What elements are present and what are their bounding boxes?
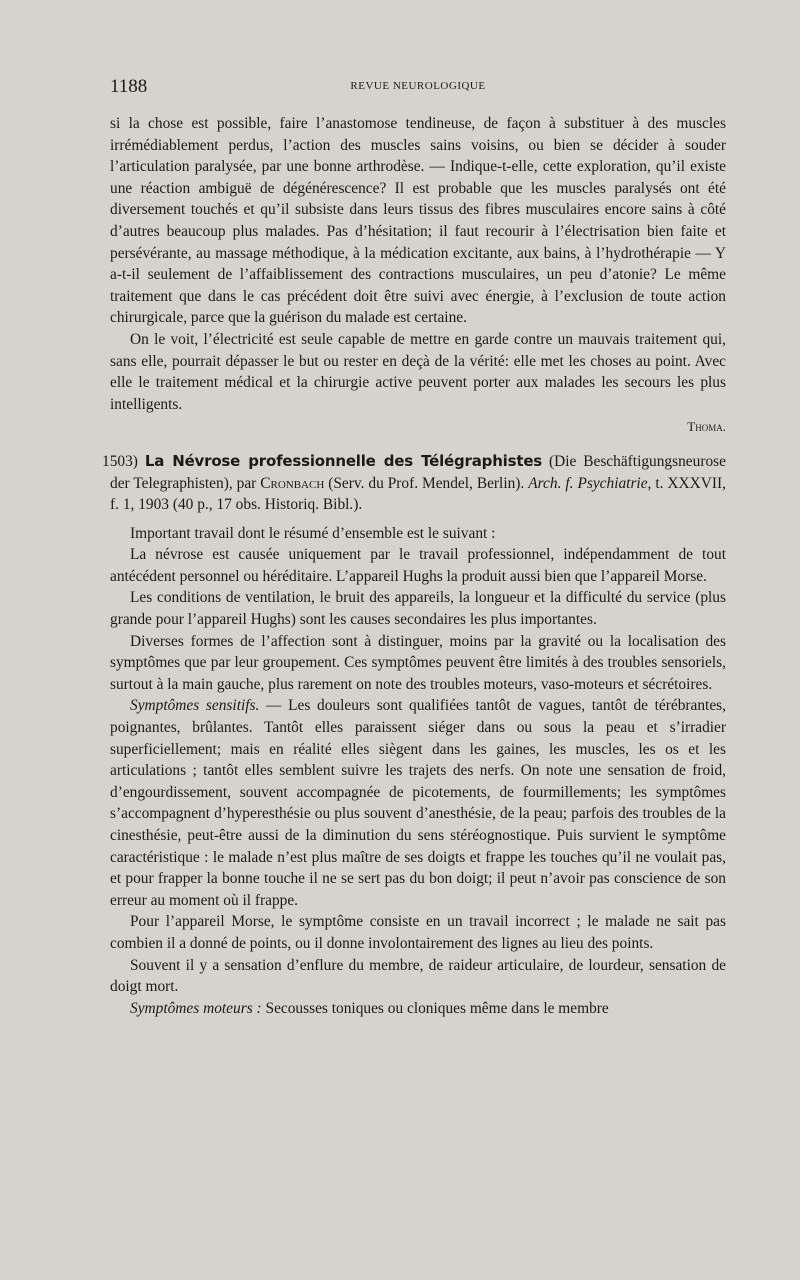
review-title: La Névrose professionnelle des Télégraphistes (144, 451, 543, 470)
motor-symptoms-text: Secousses toniques ou cloniques même dans le membre (261, 999, 609, 1017)
paragraph: Pour l’appareil Morse, le symptôme consiste en un travail incorrect ; le malade ne sait pas combien il a donné de points, ou il donne involontairement des lignes au lieu des points. (110, 913, 726, 952)
original-title: (Die Beschäftigungsneurose der Telegraphisten), par (110, 452, 726, 492)
paragraph: si la chose est possible, faire l’anastomose tendineuse, de façon à substituer à des muscles irrémédiablement perdus, l’action des muscles sains voisins, ou bien se décider à souder l’articulation paralysée, par une bonne arthrodèse. — Indique-t-elle, cette exploration, qu’il existe une réaction ambiguë de dégénérescence? Il est probable que les muscles paralysés ont été diversement touchés et qu’il subsiste dans leurs tissus des fibres musculaires encore sains à côté d’autres beaucoup plus malades. Pas d’hésitation; il faut recourir à l’électrisation bien faite et persévérante, au massage méthodique, à la médication excitante, aux bains, à l’hydrothérapie — Y a-t-il seulement de l’affaiblissement des contractions musculaires, un peu d’atonie? Le même traitement que dans le cas précédent doit être suivi avec énergie, à l’exclusion de toute action chirurgicale, parce que la guérison du malade est certaine. (110, 115, 726, 327)
review-author: Cronbach (260, 474, 325, 492)
author-affiliation: (Serv. du Prof. Mendel, Berlin). (328, 474, 525, 492)
sensory-symptoms-label: Symptômes sensitifs. (130, 697, 260, 715)
motor-symptoms-label: Symptômes moteurs : (130, 999, 262, 1017)
paragraph: Les conditions de ventilation, le bruit des appareils, la longueur et la difficulté du service (plus grande pour l’appareil Hughs) sont les causes secondaires les plus importantes. (110, 589, 726, 629)
page-body (102, 113, 726, 1019)
paragraph: La névrose est causée uniquement par le travail professionnel, indépendamment de tout antécédent personnel ou héréditaire. L’appareil Hughs la produit aussi bien que l’appareil Morse. (110, 546, 726, 585)
sensory-symptoms-text: — Les douleurs sont qualifiées tantôt de vagues, tantôt de térébrantes, poignantes, brûlantes. Tantôt elles paraissent siéger dans ou sous la peau et s’irradier superficiellement; mais en réalité elles siègent dans les gaines, les muscles, les os et les articulations ; tantôt elles semblent suivre les trajets des nerfs. On note une sensation de froid, d’engourdissement, souvent accompagnée de picotements, de fourmillements; les symptômes s’accompagnent d’hyperesthésie ou plus souvent d’anesthésie, de la peau; parfois des troubles de la cinesthésie, peut-être aussi de la diminution du sens stéréognostique. Puis survient le symptôme caractéristique : le malade n’est plus maître de ses doigts et frappe les touches qu’il ne voulait pas, et pour frapper la bonne touche il ne se sert pas du bon doigt; il peut n’avoir pas conscience de son erreur au moment où il frappe. (110, 697, 726, 909)
previous-article-end (110, 113, 726, 438)
journal-reference: t. XXXVII, f. 1, 1903 (40 p., 17 obs. Historiq. Bibl.). (110, 474, 726, 514)
running-title: REVUE NEUROLOGIQUE (350, 80, 486, 92)
review-entry (102, 451, 726, 1019)
author-signature: Thoma. (687, 419, 726, 435)
journal-name: Arch. f. Psychiatrie, (528, 474, 652, 492)
paragraph: Diverses formes de l’affection sont à distinguer, moins par la gravité ou la localisation des symptômes que par leur groupement. Ces symptômes peuvent être limités à des troubles sensoriels, surtout à la main gauche, plus rarement on note des troubles moteurs, vaso-moteurs et sécrétoires. (110, 632, 726, 693)
sensory-symptoms-paragraph (110, 695, 726, 911)
review-number: 1503) (102, 452, 138, 470)
motor-symptoms-paragraph (110, 998, 726, 1020)
paragraph: Important travail dont le résumé d’ensemble est le suivant : (130, 524, 496, 542)
paragraph: Souvent il y a sensation d’enflure du membre, de raideur articulaire, de lourdeur, sensation de doigt mort. (110, 956, 726, 996)
page-header (110, 76, 726, 100)
page-number: 1188 (110, 76, 148, 97)
paragraph: On le voit, l’électricité est seule capable de mettre en garde contre un mauvais traitement qui, sans elle, pourrait dépasser le but ou rester en deçà de la vérité: elle met les choses au point. Avec elle le traitement médical et la chirurgie active peuvent porter aux malades les secours les plus intelligents. (110, 330, 726, 413)
review-heading (102, 451, 726, 516)
